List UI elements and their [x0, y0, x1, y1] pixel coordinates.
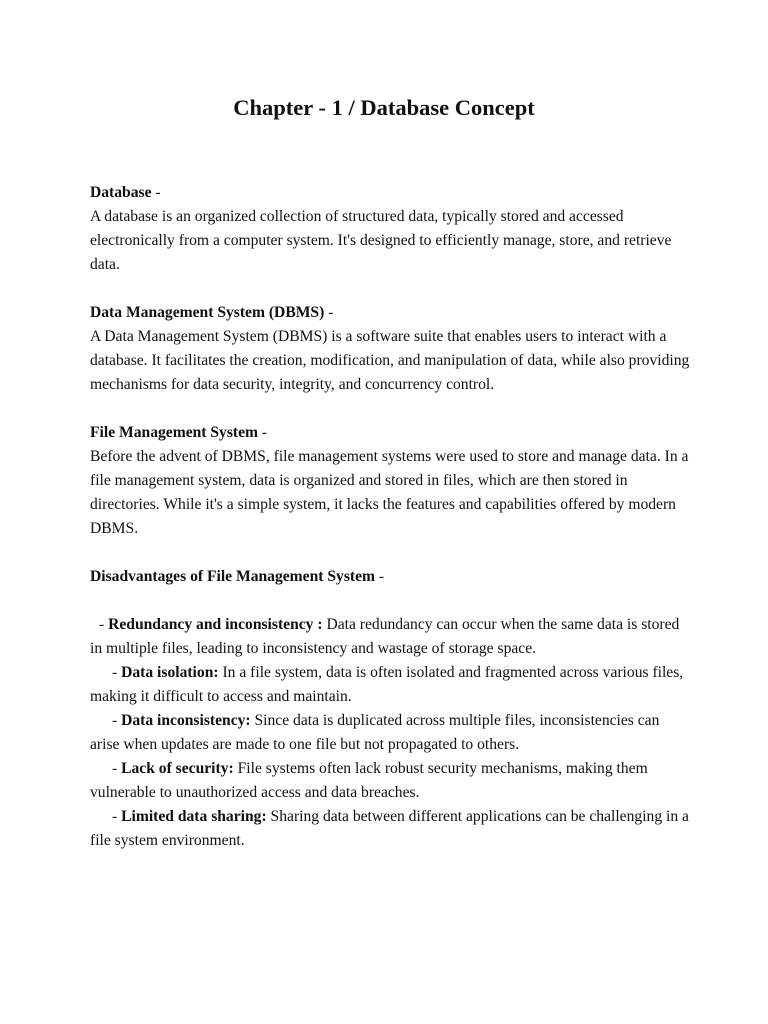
section-heading — [90, 181, 690, 205]
list-item-text: In a file system, data is often isolated and fragmented across various files, making it difficult to access and maintain. — [90, 664, 684, 705]
section-heading-text: Database — [90, 184, 152, 201]
section-heading-text: File Management System — [90, 424, 259, 441]
section-heading — [90, 421, 690, 445]
list-item-term: Redundancy and inconsistency : — [108, 616, 323, 633]
section-heading-suffix: - — [375, 568, 385, 585]
list-item — [90, 709, 690, 757]
list-item-prefix: - — [99, 616, 109, 633]
list-item-text: File systems often lack robust security mechanisms, making them vulnerable to unauthorized access and data breaches. — [90, 760, 648, 801]
section-heading-suffix: - — [151, 184, 161, 201]
section-heading-text: Data Management System (DBMS) — [90, 304, 325, 321]
page-title: Chapter - 1 / Database Concept — [233, 95, 535, 120]
list-item-term: Data isolation: — [121, 664, 219, 681]
list-item-prefix: - — [112, 664, 122, 681]
list-item-text: Sharing data between different applications can be challenging in a file system environment. — [90, 808, 689, 849]
list-item-term: Lack of security: — [121, 760, 234, 777]
list-item-prefix: - — [112, 808, 122, 825]
list-item — [90, 757, 690, 805]
list-item — [90, 805, 690, 853]
section-heading — [90, 301, 690, 325]
list-item-prefix: - — [112, 760, 122, 777]
section-heading-text: Disadvantages of File Management System — [90, 568, 375, 585]
list-item — [90, 661, 690, 709]
document-body — [90, 181, 690, 877]
section-paragraph: Before the advent of DBMS, file management systems were used to store and manage data. In a file management system, data is organized and stored in files, which are then stored in directories. While it's a simple system, it lacks the features and capabilities offered by modern DBMS. — [90, 448, 689, 537]
spacer — [90, 589, 690, 613]
section-dbms — [90, 301, 690, 397]
section-paragraph: A database is an organized collection of structured data, typically stored and accessed electronically from a computer system. It's designed to efficiently manage, store, and retrieve data. — [90, 208, 672, 273]
section-heading-suffix: - — [258, 424, 268, 441]
section-database — [90, 181, 690, 277]
section-file-management — [90, 421, 690, 541]
list-item-prefix: - — [112, 712, 122, 729]
list-item-text: Since data is duplicated across multiple files, inconsistencies can arise when updates are made to one file but not propagated to others. — [90, 712, 660, 753]
section-heading-suffix: - — [324, 304, 334, 321]
list-item-text: Data redundancy can occur when the same data is stored in multiple files, leading to inconsistency and wastage of storage space. — [90, 616, 680, 657]
list-item-term: Data inconsistency: — [121, 712, 251, 729]
list-item — [90, 613, 690, 661]
list-item-term: Limited data sharing: — [121, 808, 267, 825]
section-paragraph: A Data Management System (DBMS) is a software suite that enables users to interact with a database. It facilitates the creation, modification, and manipulation of data, while also providing mechanisms for data security, integrity, and concurrency control. — [90, 328, 690, 393]
section-heading — [90, 565, 690, 589]
section-disadvantages — [90, 565, 690, 853]
